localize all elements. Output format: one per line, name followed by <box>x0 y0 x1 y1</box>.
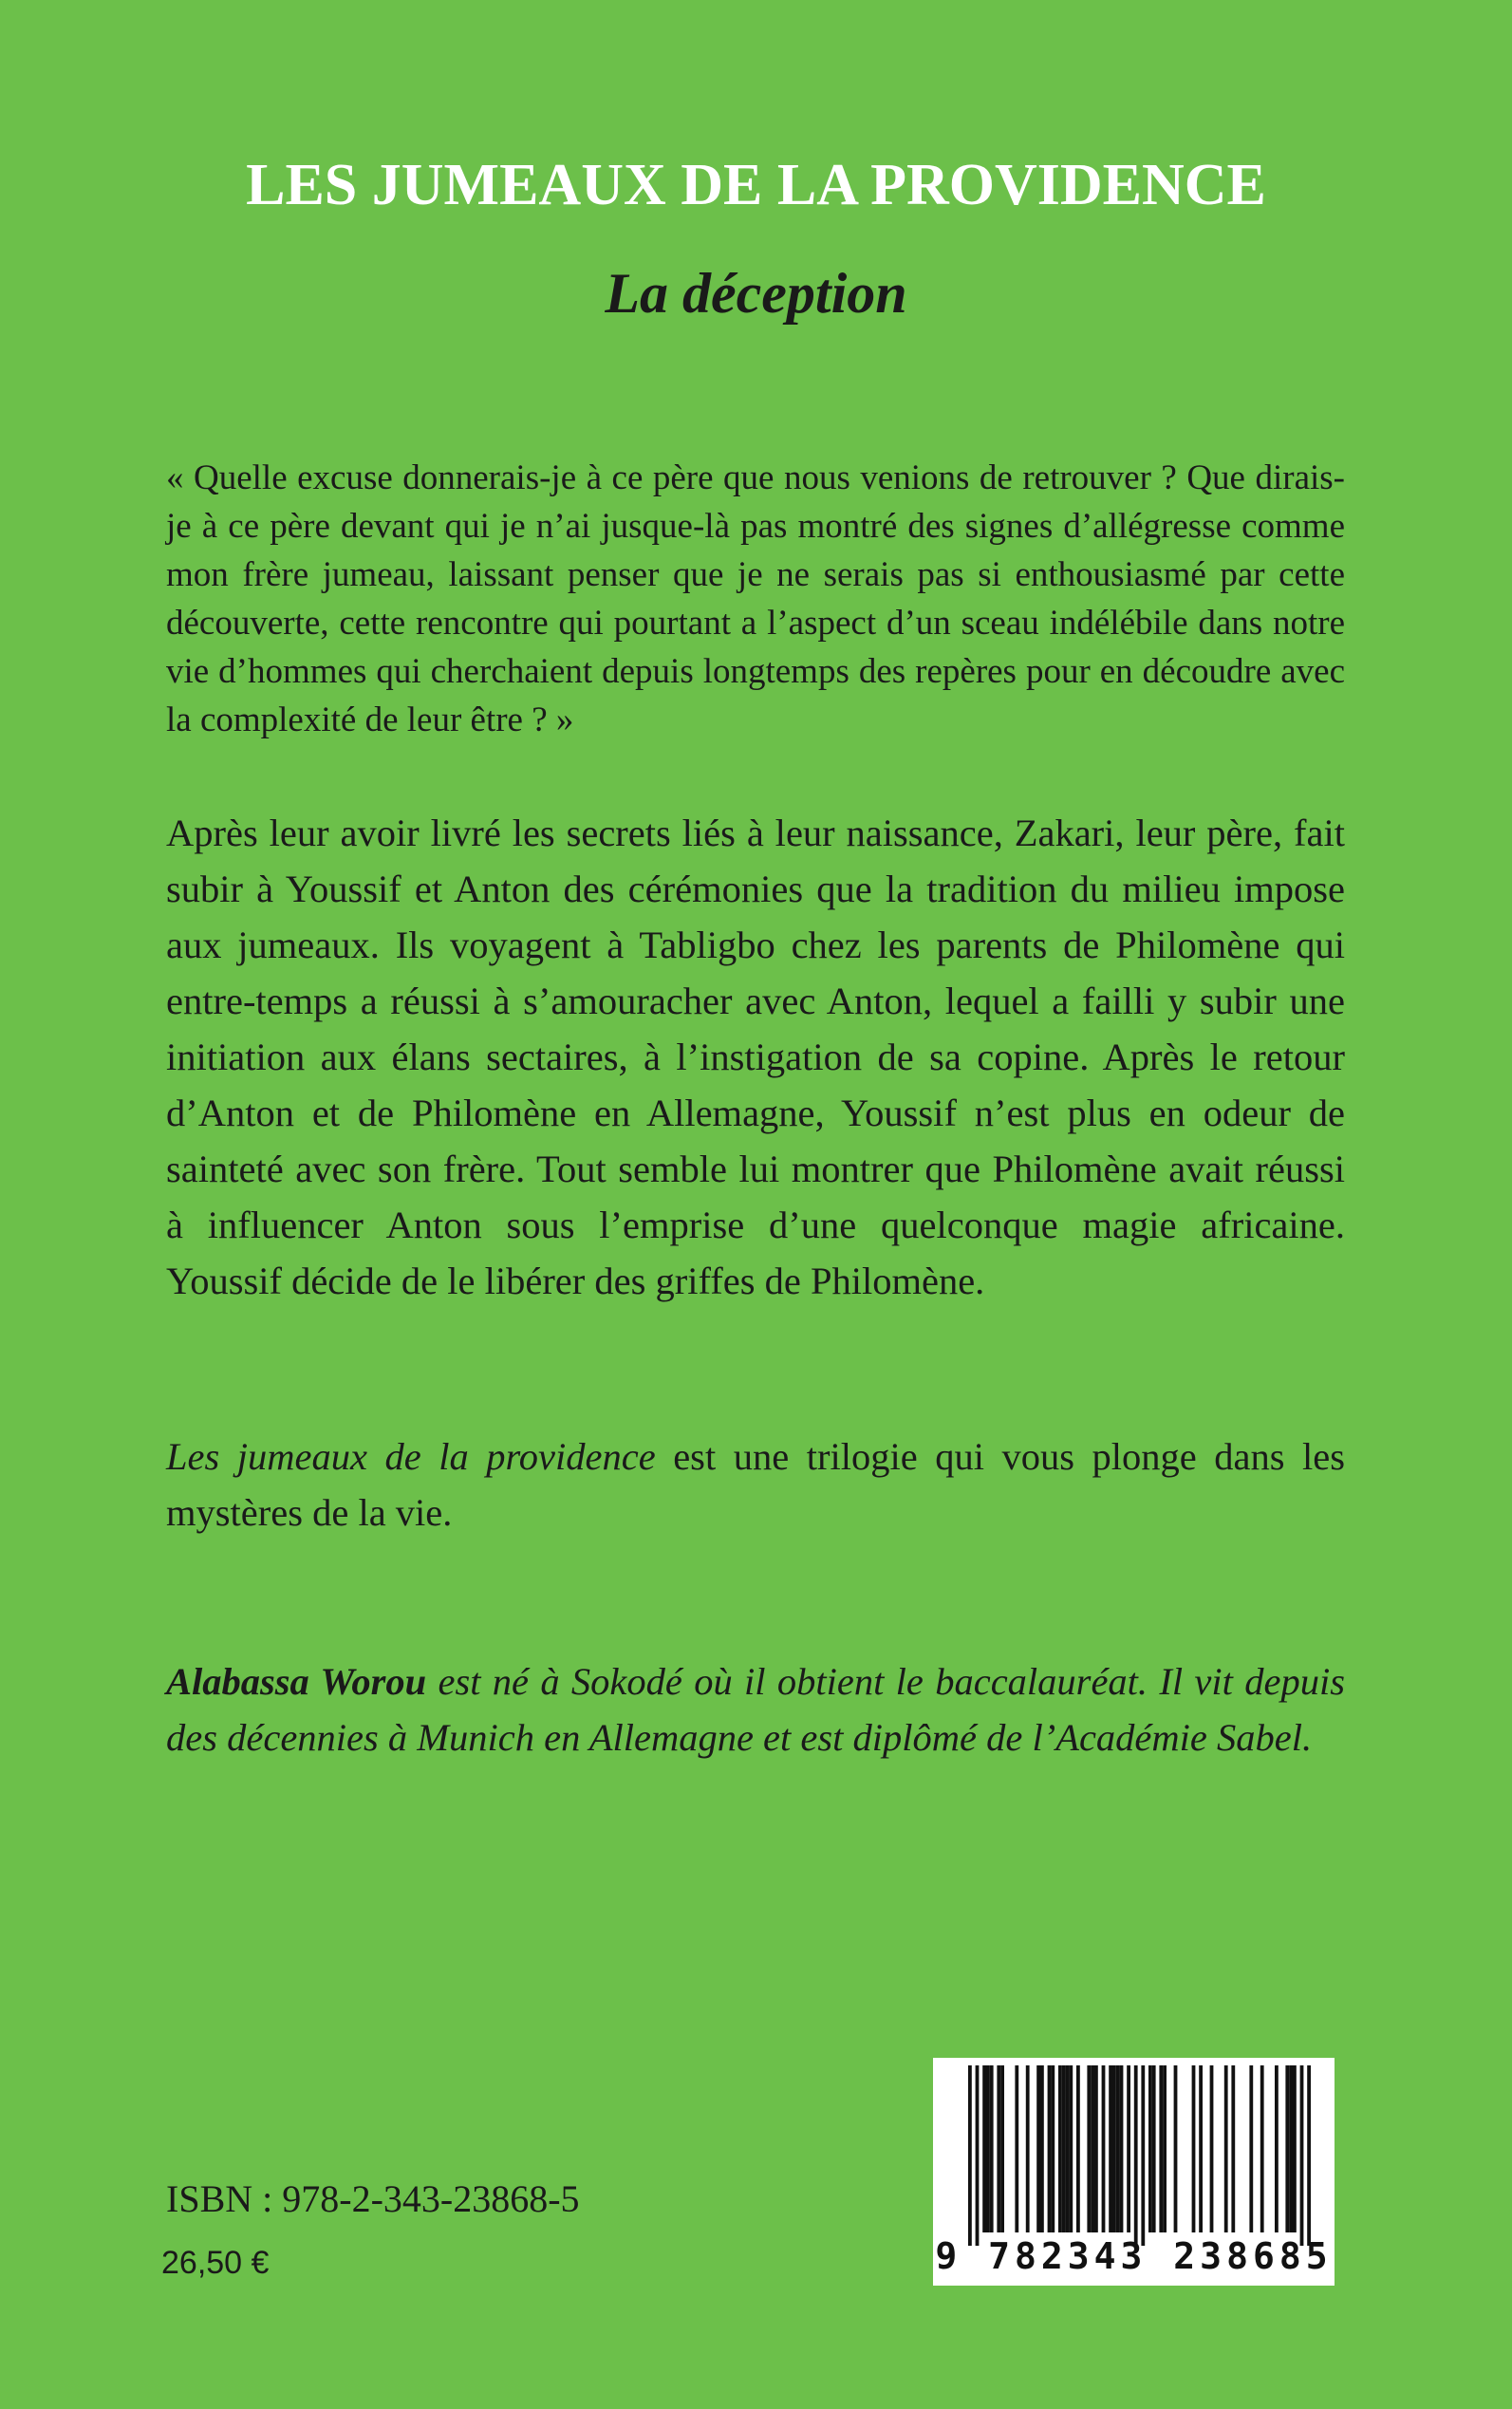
barcode-bar <box>990 2065 994 2232</box>
barcode-bar <box>1048 2065 1052 2232</box>
barcode-bar <box>1134 2065 1138 2246</box>
barcode-bar <box>1112 2065 1116 2232</box>
barcode-bar <box>1066 2065 1070 2232</box>
barcode-bar <box>1148 2065 1152 2232</box>
barcode-bar <box>1275 2065 1279 2232</box>
barcode-bar <box>1051 2065 1055 2232</box>
barcode-bar <box>1094 2065 1098 2232</box>
barcode-bar <box>1159 2065 1163 2232</box>
barcode-bar <box>1036 2065 1040 2232</box>
barcode-bar <box>1141 2065 1145 2246</box>
barcode-bar <box>1058 2065 1062 2232</box>
barcode-bar <box>1163 2065 1167 2232</box>
barcode-bar <box>968 2065 972 2246</box>
barcode-bar <box>1174 2065 1178 2232</box>
barcode-bar <box>976 2065 980 2246</box>
author-bio <box>166 1653 1345 1765</box>
barcode-bar <box>1091 2065 1094 2232</box>
barcode-bar <box>1210 2065 1214 2232</box>
barcode-bar <box>1000 2065 1004 2232</box>
book-title: LES JUMEAUX DE LA PROVIDENCE <box>246 153 1266 217</box>
barcode-bar <box>997 2065 1000 2232</box>
barcode-bar <box>1040 2065 1044 2232</box>
barcode-bar <box>1109 2065 1112 2232</box>
barcode-bar <box>1127 2065 1130 2232</box>
price: 26,50 € <box>161 2245 270 2281</box>
series-title: Les jumeaux de la providence <box>166 1435 656 1478</box>
barcode-bar <box>1076 2065 1080 2232</box>
tagline-text: est une trilogie qui vous plonge dans les mystères de la vie. <box>166 1435 1345 1534</box>
author-bio-text: est né à Sokodé où il obtient le baccalauréat. Il vit depuis des décennies à Munich en Allemagne et est diplômé de l’Académie Sabel. <box>166 1660 1345 1759</box>
barcode-bar <box>1062 2065 1066 2232</box>
barcode-bar <box>1249 2065 1253 2232</box>
barcode-bar <box>986 2065 990 2232</box>
barcode-bar <box>1026 2065 1030 2232</box>
barcode-bar <box>1069 2065 1073 2232</box>
excerpt-quote: « Quelle excuse donnerais-je à ce père que nous venions de retrouver ? Que dirais-je à ce père devant qui je n’ai jusque-là pas montré des signes d’allégresse comme mon frère jumeau, laissant penser que je ne serais pas si enthousiasmé par cette découverte, cette rencontre qui pourtant a l’aspect d’un sceau indélébile dans notre vie d’hommes qui cherchaient depuis longtemps des repères pour en découdre avec la complexité de leur être ? » <box>166 458 1345 739</box>
tagline-paragraph <box>166 1429 1345 1541</box>
barcode-number: 9 782343 238685 <box>935 2235 1333 2277</box>
barcode-bar <box>1289 2065 1293 2232</box>
barcode-bar <box>1015 2065 1018 2232</box>
barcode-bar <box>1293 2065 1297 2232</box>
barcode-bar <box>1307 2065 1311 2246</box>
barcode-bar <box>1120 2065 1124 2232</box>
barcode-bar <box>1087 2065 1091 2232</box>
barcode-bar <box>1116 2065 1120 2232</box>
barcode-bar <box>1224 2065 1228 2232</box>
barcode-bar <box>1199 2065 1203 2232</box>
barcode-bar <box>1300 2065 1304 2246</box>
author-name: Alabassa Worou <box>166 1660 427 1703</box>
barcode-bar <box>1260 2065 1264 2232</box>
summary-paragraph: Après leur avoir livré les secrets liés à leur naissance, Zakari, leur père, fait subir à Youssif et Anton des cérémonies que la tradition du milieu impose aux jumeaux. Ils voyagent à Tabligbo chez les parents de Philomène qui entre-temps a réussi à s’amouracher avec Anton, lequel a failli y subir une initiation aux élans sectaires, à l’instigation de sa copine. Après le retour d’Anton et de Philomène en Allemagne, Youssif n’est plus en odeur de sainteté avec son frère. Tout semble lui montrer que Philomène avait réussi à influencer Anton sous l’emprise d’une quelconque magie africaine. Youssif décide de le libérer des griffes de Philomène. <box>166 812 1345 1302</box>
barcode-bar <box>1285 2065 1289 2232</box>
isbn: ISBN : 978-2-343-23868-5 <box>166 2177 580 2220</box>
barcode <box>933 2058 1335 2286</box>
book-subtitle: La déception <box>605 262 907 325</box>
barcode-bar <box>982 2065 986 2232</box>
barcode-bar <box>1152 2065 1156 2232</box>
barcode-bar <box>1102 2065 1106 2232</box>
barcode-bar <box>1192 2065 1196 2232</box>
barcode-bar <box>1231 2065 1235 2232</box>
